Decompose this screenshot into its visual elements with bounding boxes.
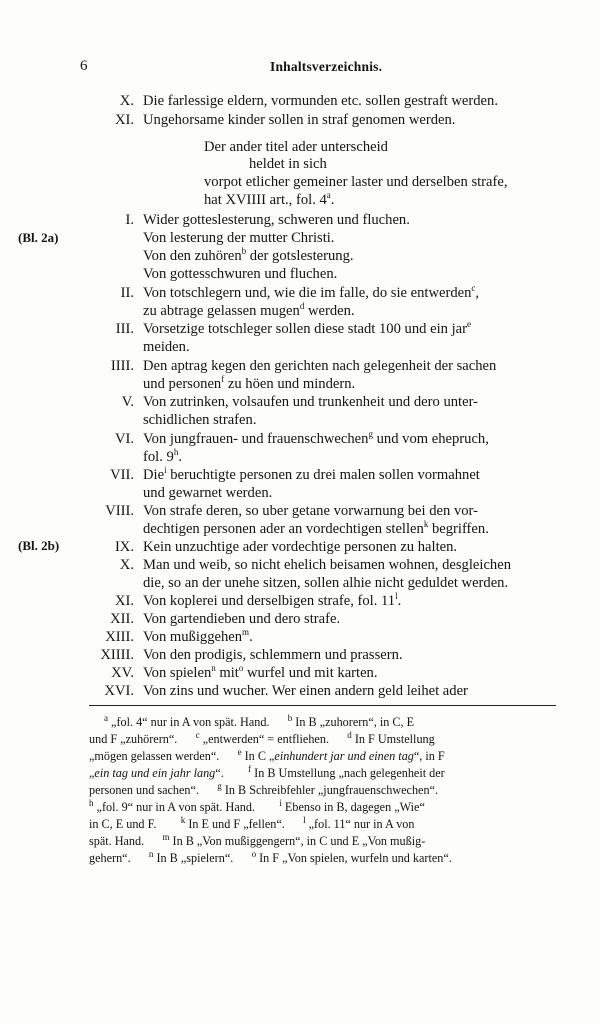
entry-number: III.	[115, 321, 134, 337]
entry-text: und gewarnet werden.	[143, 485, 273, 501]
entry-number: V.	[121, 394, 134, 410]
entry-text: Von totschlegern und, wie die im falle, do sie entwerden$^c$,	[143, 283, 480, 301]
entry-text: Von koplerei und derselbigen strafe, fol. 11$^l$.	[143, 591, 402, 609]
margin-note-bl2b: (Bl. 2b)	[18, 538, 60, 553]
entry-text: Vorsetzige totschleger sollen diese stadt 100 und ein jar$^e$	[143, 319, 471, 337]
entry-number: XII.	[110, 611, 134, 627]
entry-text: meiden.	[143, 339, 190, 355]
entry-number: XIIII.	[100, 647, 134, 663]
entry-number: XI.	[114, 112, 134, 128]
entry-text: Von zins und wucher. Wer einen andern geld leihet ader	[143, 683, 468, 699]
footnote-line: personen und sachen“. $^g$ In B Schreibfehler „jungfrauenschwechen“.	[89, 780, 439, 797]
entry-number: XVI.	[104, 683, 134, 699]
page-number: 6	[80, 58, 88, 74]
footnote-line: und F „zuhörern“. $^c$ „entwerden“ = entfliehen. $^d$ In F Umstellung	[89, 729, 435, 746]
entry-text: und personen$^f$ zu höen und mindern.	[143, 374, 356, 392]
entry-number: IIII.	[110, 358, 134, 374]
entry-text: Ungehorsame kinder sollen in straf genomen werden.	[143, 112, 456, 128]
footnote-line: $^h$ „fol. 9“ nur in A von spät. Hand. $^i$ Ebenso in B, dagegen „Wie“	[89, 797, 425, 814]
entry-text: Wider gotteslesterung, schweren und fluchen.	[143, 212, 410, 228]
entry-text: schidlichen strafen.	[143, 412, 257, 428]
section-title-line: vorpot etlicher gemeiner laster und derselben strafe,	[204, 174, 508, 190]
entry-text: Von lesterung der mutter Christi.	[143, 230, 335, 246]
entry-text: zu abtrage gelassen mugen$^d$ werden.	[143, 301, 355, 319]
entry-text: Die farlessige eldern, vormunden etc. sollen gestraft werden.	[143, 93, 498, 109]
entry-text: Von den zuhören$^b$ der gotslesterung.	[143, 246, 354, 264]
entry-number: X.	[119, 93, 134, 109]
entry-text: Von gottesschwuren und fluchen.	[143, 266, 338, 282]
entry-number: II.	[120, 285, 134, 301]
entry-text: fol. 9$^h$.	[143, 447, 182, 465]
section-title-line: heldet in sich	[249, 156, 327, 172]
footnote-line: spät. Hand. $^m$ In B „Von mußiggengern“, in C und E „Von mußig-	[89, 831, 426, 848]
entry-text: Von gartendieben und dero strafe.	[143, 611, 341, 627]
footnote-line: $^a$ „fol. 4“ nur in A von spät. Hand. $^b$ In B „zuhorern“, in C, E	[104, 712, 415, 729]
entry-number: XI.	[114, 593, 134, 609]
entry-text: Den aptrag kegen den gerichten nach gelegenheit der sachen	[143, 358, 497, 374]
entry-text: dechtigen personen ader an vordechtigen stellen$^k$ begriffen.	[143, 519, 489, 537]
entry-number: IX.	[114, 539, 134, 555]
footnote-line: „ein tag und ein jahr lang“. $^f$ In B Umstellung „nach gelegenheit der	[89, 763, 445, 780]
running-title: Inhaltsverzeichnis.	[270, 59, 383, 74]
entry-text: Von spielen$^n$ mit$^o$ wurfel und mit karten.	[143, 663, 378, 681]
footnote-line: in C, E und F. $^k$ In E und F „fellen“. $^l$ „fol. 11“ nur in A von	[89, 814, 415, 831]
entry-text: Man und weib, so nicht ehelich beisamen wohnen, desgleichen	[143, 557, 511, 573]
entry-number: VIII.	[105, 503, 134, 519]
entry-text: Kein unzuchtige ader vordechtige personen zu halten.	[143, 539, 458, 555]
section-title-line: hat XVIIII art., fol. 4$^a$.	[204, 190, 335, 208]
margin-note-bl2a: (Bl. 2a)	[18, 230, 59, 245]
entry-number: XIII.	[105, 629, 134, 645]
entry-number: I.	[125, 212, 134, 228]
entry-number: VII.	[110, 467, 134, 483]
section-title-line: Der ander titel ader unterscheid	[204, 139, 388, 155]
entry-text: die, so an der unehe sitzen, sollen alhie nicht geduldet werden.	[143, 575, 509, 591]
footnote-line: „mögen gelassen werden“. $^e$ In C „einhundert jar und einen tag“, in F	[89, 746, 445, 763]
entry-text: Die$^i$ beruchtigte personen zu drei malen sollen vormahnet	[143, 465, 480, 483]
entry-number: XV.	[111, 665, 134, 681]
footnote-line: gehern“. $^n$ In B „spielern“. $^o$ In F „Von spielen, wurfeln und karten“.	[89, 848, 452, 865]
footnote-rule	[89, 705, 556, 706]
entry-text: Von zutrinken, volsaufen und trunkenheit und dero unter-	[143, 394, 479, 410]
entry-number: X.	[119, 557, 134, 573]
entry-number: VI.	[114, 431, 134, 447]
entry-text: Von den prodigis, schlemmern und prassern.	[143, 647, 403, 663]
entry-text: Von mußiggehen$^m$.	[143, 627, 253, 645]
entry-text: Von strafe deren, so uber getane vorwarnung bei den vor-	[143, 503, 478, 519]
entry-text: Von jungfrauen- und frauenschwechen$^g$ und vom ehepruch,	[143, 429, 489, 447]
